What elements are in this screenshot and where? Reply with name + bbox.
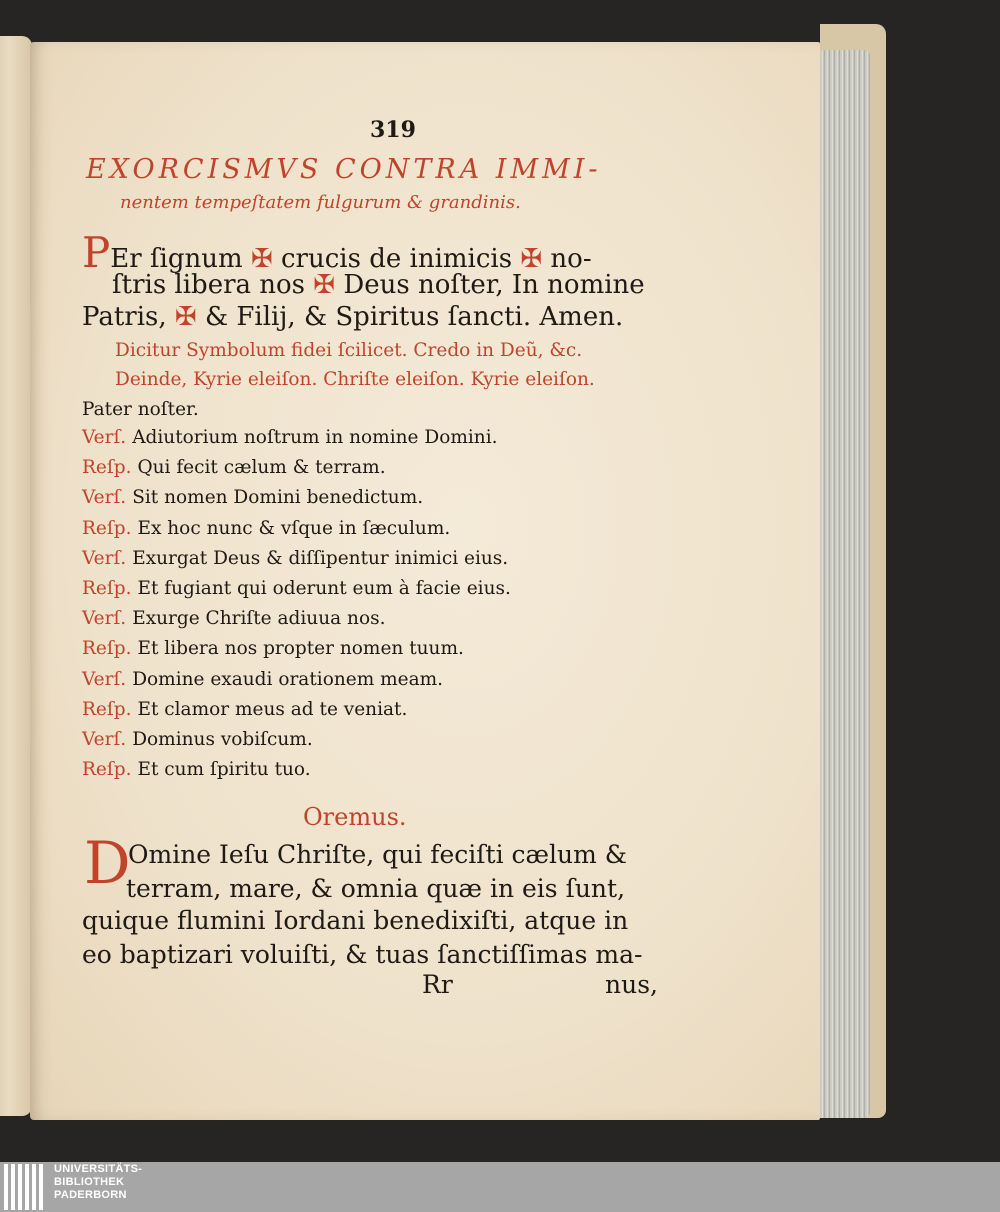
response-line — [82, 487, 423, 508]
response-text: Et cum ſpiritu tuo. — [137, 759, 311, 781]
page-title: EXORCISMVS CONTRA IMMI- — [86, 154, 602, 185]
para1-text: & Filij, & Spiritus ſancti. Amen. — [204, 302, 624, 332]
response-label: Verſ. — [82, 547, 127, 569]
response-label: Verſ. — [82, 668, 127, 690]
response-text: Dominus vobiſcum. — [132, 729, 313, 750]
response-text: Exurge Chriſte adiuua nos. — [132, 608, 386, 630]
left-page-edge — [0, 36, 32, 1116]
cross-icon: ✠ — [313, 270, 336, 300]
library-logo-line2: BIBLIOTHEK — [54, 1176, 125, 1188]
response-line — [82, 578, 511, 599]
dropcap-p: P — [82, 228, 111, 277]
para1-text: Patris, — [82, 302, 167, 332]
response-text: Adiutorium noſtrum in nomine Domini. — [132, 427, 498, 448]
catchword: nus, — [605, 970, 658, 999]
response-line — [82, 518, 450, 539]
para2-line3: quique flumini Iordani benedixiſti, atque in — [82, 906, 629, 935]
response-line — [82, 427, 498, 448]
response-text: Et fugiant qui oderunt eum à facie eius. — [137, 578, 511, 599]
response-text: Ex hoc nunc & vſque in ſæculum. — [137, 517, 451, 539]
library-footer-bar — [0, 1162, 1000, 1212]
cross-icon: ✠ — [520, 244, 543, 274]
response-line — [82, 759, 311, 780]
response-text: Domine exaudi orationem meam. — [132, 668, 444, 690]
cross-icon: ✠ — [174, 302, 197, 332]
response-text: Qui fecit cælum & terram. — [137, 457, 386, 479]
page-number: 319 — [370, 117, 416, 143]
para2-line4: eo baptizari voluiſti, & tuas ſanctiſſimas ma- — [82, 940, 643, 969]
response-label: Verſ. — [82, 729, 127, 750]
response-text: Sit nomen Domini benedictum. — [132, 487, 424, 509]
response-label: Reſp. — [82, 638, 132, 660]
para1-line2 — [112, 270, 645, 300]
rubric-kyrie: Deinde, Kyrie eleiſon. Chriſte eleiſon. Kyrie eleiſon. — [115, 369, 595, 390]
para2-line1: Omine Ieſu Chriſte, qui feciſti cælum & — [128, 840, 628, 869]
response-text: Et libera nos propter nomen tuum. — [137, 638, 464, 660]
response-label: Verſ. — [82, 487, 127, 509]
response-label: Reſp. — [82, 759, 132, 781]
response-text: Et clamor meus ad te veniat. — [137, 698, 408, 720]
para1-line3 — [82, 302, 623, 332]
cross-icon: ✠ — [250, 244, 273, 274]
response-line — [82, 729, 313, 750]
response-line — [82, 638, 464, 659]
para1-text: no- — [550, 244, 592, 274]
response-line — [82, 457, 386, 478]
para1-text: ſtris libera nos — [112, 270, 306, 300]
signature-mark: Rr — [422, 970, 453, 999]
response-line — [82, 699, 407, 720]
response-line — [82, 608, 385, 629]
library-logo-icon — [4, 1164, 48, 1210]
library-logo-line1: UNIVERSITÄTS- — [54, 1163, 143, 1175]
para2-line2: terram, mare, & omnia quæ in eis ſunt, — [126, 874, 626, 903]
response-label: Verſ. — [82, 427, 127, 448]
response-label: Verſ. — [82, 608, 127, 630]
response-label: Reſp. — [82, 457, 132, 479]
para1-text: crucis de inimicis — [281, 244, 513, 274]
response-line — [82, 669, 443, 690]
para1-text: Er ſignum — [110, 244, 243, 274]
rubric-symbolum: Dicitur Symbolum fidei ſcilicet. Credo in Deũ, &c. — [115, 340, 583, 361]
dropcap-d: D — [84, 829, 131, 897]
response-line — [82, 548, 508, 569]
page-subtitle: nentem tempeſtatem fulgurum & grandinis. — [120, 192, 521, 213]
para1-text: Deus noſter, In nomine — [343, 270, 645, 300]
response-label: Reſp. — [82, 698, 132, 720]
para1-line1 — [82, 228, 592, 277]
response-label: Reſp. — [82, 517, 132, 539]
response-label: Reſp. — [82, 578, 132, 599]
library-logo-line3: PADERBORN — [54, 1189, 127, 1201]
oremus-heading: Oremus. — [303, 803, 407, 831]
pater-noster: Pater noſter. — [82, 399, 199, 420]
response-text: Exurgat Deus & diſſipentur inimici eius. — [132, 547, 509, 569]
